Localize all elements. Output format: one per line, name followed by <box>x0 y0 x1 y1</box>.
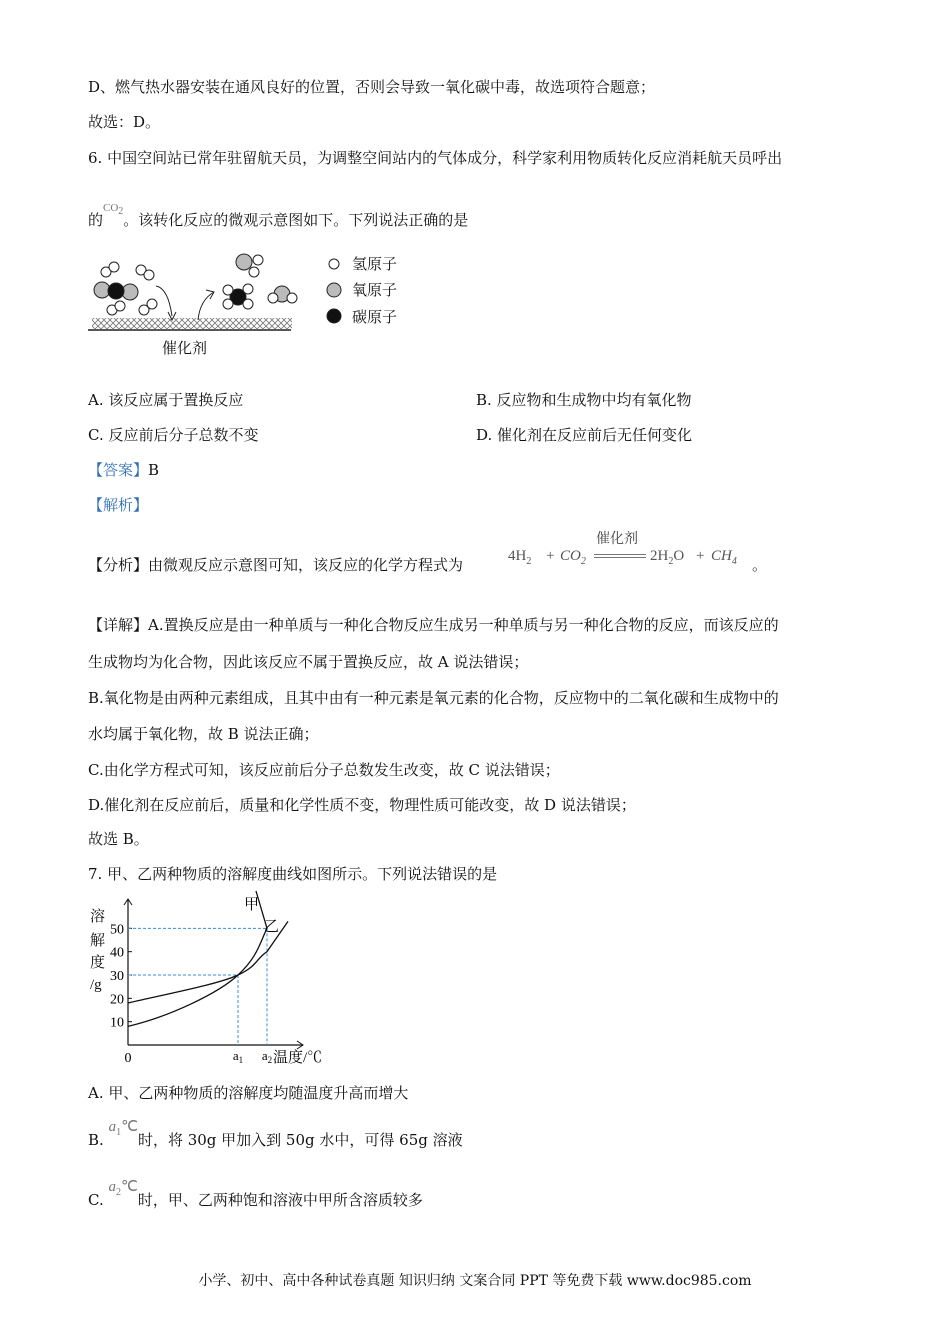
down-arrow-icon <box>156 286 172 316</box>
co2-sub: 2 <box>118 206 124 218</box>
y-tick-label: 10 <box>110 1015 124 1031</box>
chemical-equation <box>508 528 758 578</box>
page-footer: 小学、初中、高中各种试卷真题 知识归纳 文案合同 PPT 等免费下载 www.doc985.com <box>198 1273 752 1289</box>
q6-option-d: D. 催化剂在反应前后无任何变化 <box>476 426 693 444</box>
x-tick-label: $a_1$ <box>232 1048 244 1065</box>
q6-stem-line2 <box>88 202 469 236</box>
legend-oxygen-icon <box>327 283 341 297</box>
fenxi-text: 由微观反应示意图可知，该反应的化学方程式为 <box>148 556 464 574</box>
q6-fenxi <box>88 555 463 575</box>
fenxi-end: 。 <box>752 556 768 574</box>
a2-symbol: $a_2℃$ <box>108 1179 138 1198</box>
ch4-molecule <box>223 284 253 309</box>
hydrogen-molecule <box>139 299 157 315</box>
eq-reactant-co2: $CO_2$ <box>560 548 586 567</box>
co2-text: CO <box>103 202 119 214</box>
detail-text-a1: A.置换反应是由一种单质与一种化合物反应生成另一种单质与另一种化合物的反应，而该反应的 <box>148 616 779 634</box>
hydrogen-molecule <box>136 265 154 280</box>
detail-line-a2: 生成物均为化合物，因此该反应不属于置换反应，故 A 说法错误； <box>88 653 529 671</box>
q6-stem-pre: 的 <box>88 211 104 229</box>
legend-carbon-label: 碳原子 <box>352 308 398 326</box>
y-tick-label: 50 <box>110 922 124 938</box>
detail-line-b1: B.氧化物是由两种元素组成，且其中由有一种元素是氧元素的化合物，反应物中的二氧化碳和生成物中的 <box>88 689 779 707</box>
y-tick-label: 30 <box>110 969 124 984</box>
analysis-tag: 【解析】 <box>88 496 149 514</box>
q7-option-b-text: 时，将 30g 甲加入到 50g 水中，可得 65g 溶液 <box>137 1131 463 1149</box>
legend-carbon-icon <box>327 309 341 323</box>
q7-option-c-text: 时，甲、乙两种饱和溶液中甲所含溶质较多 <box>137 1191 423 1209</box>
q6-option-a: A. 该反应属于置换反应 <box>88 391 244 409</box>
a1-symbol: $a_1℃$ <box>108 1119 138 1138</box>
y-label-char: 溶 <box>90 909 106 925</box>
q5-option-d-text: D、燃气热水器安装在通风良好的位置，否则会导致一氧化碳中毒，故选项符合题意； <box>88 78 656 96</box>
detail-tag: 【详解】 <box>88 616 149 634</box>
y-tick-label: 20 <box>110 992 124 1008</box>
ch4-molecule <box>236 254 263 277</box>
q7-option-c <box>88 1179 423 1217</box>
hydrogen-molecule <box>107 301 125 315</box>
y-label-char: 度 <box>90 955 106 971</box>
legend-hydrogen-icon <box>329 259 339 269</box>
y-tick-label: 40 <box>110 945 124 961</box>
q7-option-a: A. 甲、乙两种物质的溶解度均随温度升高而增大 <box>88 1084 409 1102</box>
x-axis-label: 温度/℃ <box>273 1050 323 1066</box>
detail-line-d: D.催化剂在反应前后，质量和化学性质不变，物理性质可能改变，故 D 说法错误； <box>88 796 636 814</box>
detail-line-b2: 水均属于氧化物，故 B 说法正确； <box>88 725 319 743</box>
q6-stem-post: 。该转化反应的微观示意图如下。下列说法正确的是 <box>123 211 469 229</box>
q6-option-c: C. 反应前后分子总数不变 <box>88 426 259 444</box>
series-label: 乙 <box>264 919 280 935</box>
legend-oxygen-label: 氧原子 <box>352 281 398 299</box>
eq-plus-1: + <box>546 548 555 564</box>
q7-option-b-letter: B. <box>88 1131 104 1149</box>
series-label: 甲 <box>244 897 260 913</box>
y-label-char: 解 <box>90 933 106 949</box>
catalyst-surface <box>92 318 292 329</box>
eq-reactant-h2: $4H_2$ <box>508 548 532 567</box>
co2-molecule <box>94 282 138 300</box>
eq-product-h2o: $2H_2O$ <box>650 548 685 567</box>
q5-conclusion: 故选：D。 <box>88 113 161 131</box>
fenxi-tag: 【分析】 <box>88 556 149 574</box>
q6-stem-line1: 6. 中国空间站已常年驻留航天员，为调整空间站内的气体成分，科学家利用物质转化反应消耗航天员呼出 <box>88 149 783 167</box>
q7-option-c-letter: C. <box>88 1191 104 1209</box>
eq-condition: 催化剂 <box>596 532 638 547</box>
water-molecule <box>268 286 297 303</box>
eq-product-ch4: $CH_4$ <box>711 548 737 567</box>
q7-option-b <box>88 1119 463 1157</box>
eq-plus-2: + <box>696 548 705 564</box>
y-label-char: /g <box>90 977 102 993</box>
detail-line-a1 <box>88 615 779 635</box>
answer-value: B <box>148 461 160 479</box>
eq-double-line <box>594 554 646 558</box>
hydrogen-molecule <box>101 262 119 277</box>
legend-hydrogen-label: 氢原子 <box>352 255 398 273</box>
answer-tag: 【答案】 <box>88 461 149 479</box>
detail-line-c: C.由化学方程式可知，该反应前后分子总数发生改变，故 C 说法错误； <box>88 761 560 779</box>
q6-option-b: B. 反应物和生成物中均有氧化物 <box>476 391 692 409</box>
x-tick-label: 0 <box>124 1051 132 1066</box>
catalyst-label: 催化剂 <box>162 339 208 357</box>
detail-conclusion: 故选 B。 <box>88 830 149 848</box>
q6-answer <box>88 460 159 480</box>
solubility-chart <box>86 893 323 1066</box>
co2-formula <box>103 202 124 218</box>
q7-stem: 7. 甲、乙两种物质的溶解度曲线如图所示。下列说法错误的是 <box>88 865 498 883</box>
x-tick-label: $a_2$ <box>261 1048 273 1065</box>
